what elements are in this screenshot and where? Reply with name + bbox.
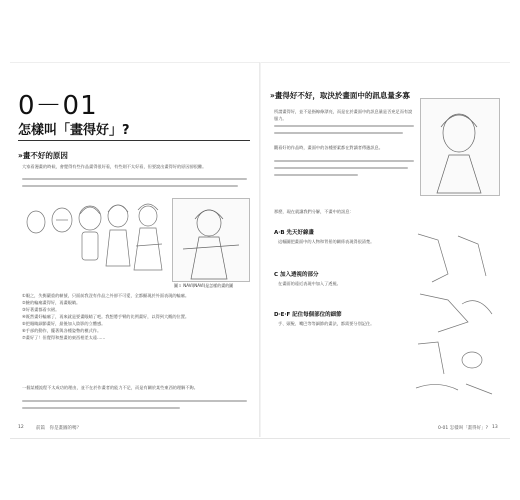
- list-item: ①眼之，失衡嚴重的幀號，只面前我沒有作品之外卻不可愛，全都顯現於外面表現的輪廓。: [22, 293, 190, 298]
- step-list: [22, 292, 250, 341]
- subsection-def-title: D·E·F 記住每個部位的細節: [274, 312, 342, 318]
- step-sketches: [22, 196, 172, 286]
- folio-label-left: 前篇 你是畫圖的嗎？: [36, 426, 81, 431]
- detail-sketches-svg: [408, 224, 500, 414]
- right-body-lines-1: [274, 125, 414, 139]
- subsection-c-text: 在畫面的遠近表現中加入了透視。: [278, 281, 341, 286]
- figure-caption: 圖１ NAVI(NAVI)是怎樣的畫的圖: [174, 283, 234, 288]
- sketch-steps-svg: [22, 196, 172, 286]
- section-title-left: »畫不好的原因: [18, 151, 68, 160]
- example-illustration: [172, 198, 250, 282]
- chapter-number: 0－01: [18, 91, 98, 121]
- book-gutter: [259, 62, 261, 437]
- intro-body-lines: [22, 178, 247, 192]
- list-item: ③好著畫都看衣褶。: [22, 307, 60, 312]
- list-item: ②臉的輪廓畫得好，再畫眼睛。: [22, 300, 81, 305]
- example-illustration-svg: [173, 199, 249, 281]
- chapter-title: 怎樣叫「畫得好」?: [18, 123, 130, 138]
- subsection-def-text: 手、頭髮、嘴巴等等細節的畫法，都需要分別記住。: [278, 321, 375, 326]
- right-body-lines-2: [274, 160, 414, 181]
- list-item: ④既然畫好輪廓了，再來就是要畫眼睛了吧。我想將手臂的比例畫好，以得到大概的位置。: [22, 314, 190, 319]
- folio-label-right: 0-01 怎樣叫「畫得好」?: [438, 426, 489, 431]
- section-title-right: »畫得好不好，取決於畫面中的訊息量多寡: [270, 91, 410, 100]
- right-para-1: 所謂畫得好，並不是指線條漂亮，而是在於畫面中的訊息量是否充足而有說服力。: [274, 109, 413, 121]
- title-rule: [18, 140, 250, 141]
- right-para-3: 那麼，現在就讓我們分解，不畫中的訊息：: [274, 209, 354, 214]
- closing-text: 一個某種流程不太成功的理由，並不在於作畫者的能力不足，而是有關於某些東西的理解不夠。: [22, 385, 198, 390]
- portrait-illustration-svg: [421, 99, 499, 195]
- subsection-c-title: C 加入透視的部分: [274, 272, 319, 278]
- right-para-2: 觀看好的作品時，畫面中的各種要素都在對讀者傳遞訊息。: [274, 145, 383, 150]
- detail-sketches: [408, 224, 500, 414]
- portrait-illustration: [420, 98, 500, 196]
- folio-number-left: 12: [18, 425, 24, 430]
- list-item: ⑦畫好了！但覺得和想畫的東西相差太遠……: [22, 335, 106, 340]
- list-item: ⑥手部的動作，擺著與各種姿勢的模式作。: [22, 328, 102, 333]
- folio-number-right: 13: [492, 425, 498, 430]
- closing-body-lines: [22, 400, 247, 414]
- intro-text: 大家看漫畫的時候，會覺得有些作品畫得很好看，有些則不太好看，但要說出畫得好的原因卻很難。: [22, 164, 207, 169]
- subsection-a-title: A·B 先天好線畫: [274, 230, 314, 236]
- list-item: ⑤把眼睛細節畫好，最後加入陰影的立體感。: [22, 321, 106, 326]
- subsection-a-text: 這幅圖把畫面中的人物和背景的關係表現得很清楚。: [278, 239, 375, 244]
